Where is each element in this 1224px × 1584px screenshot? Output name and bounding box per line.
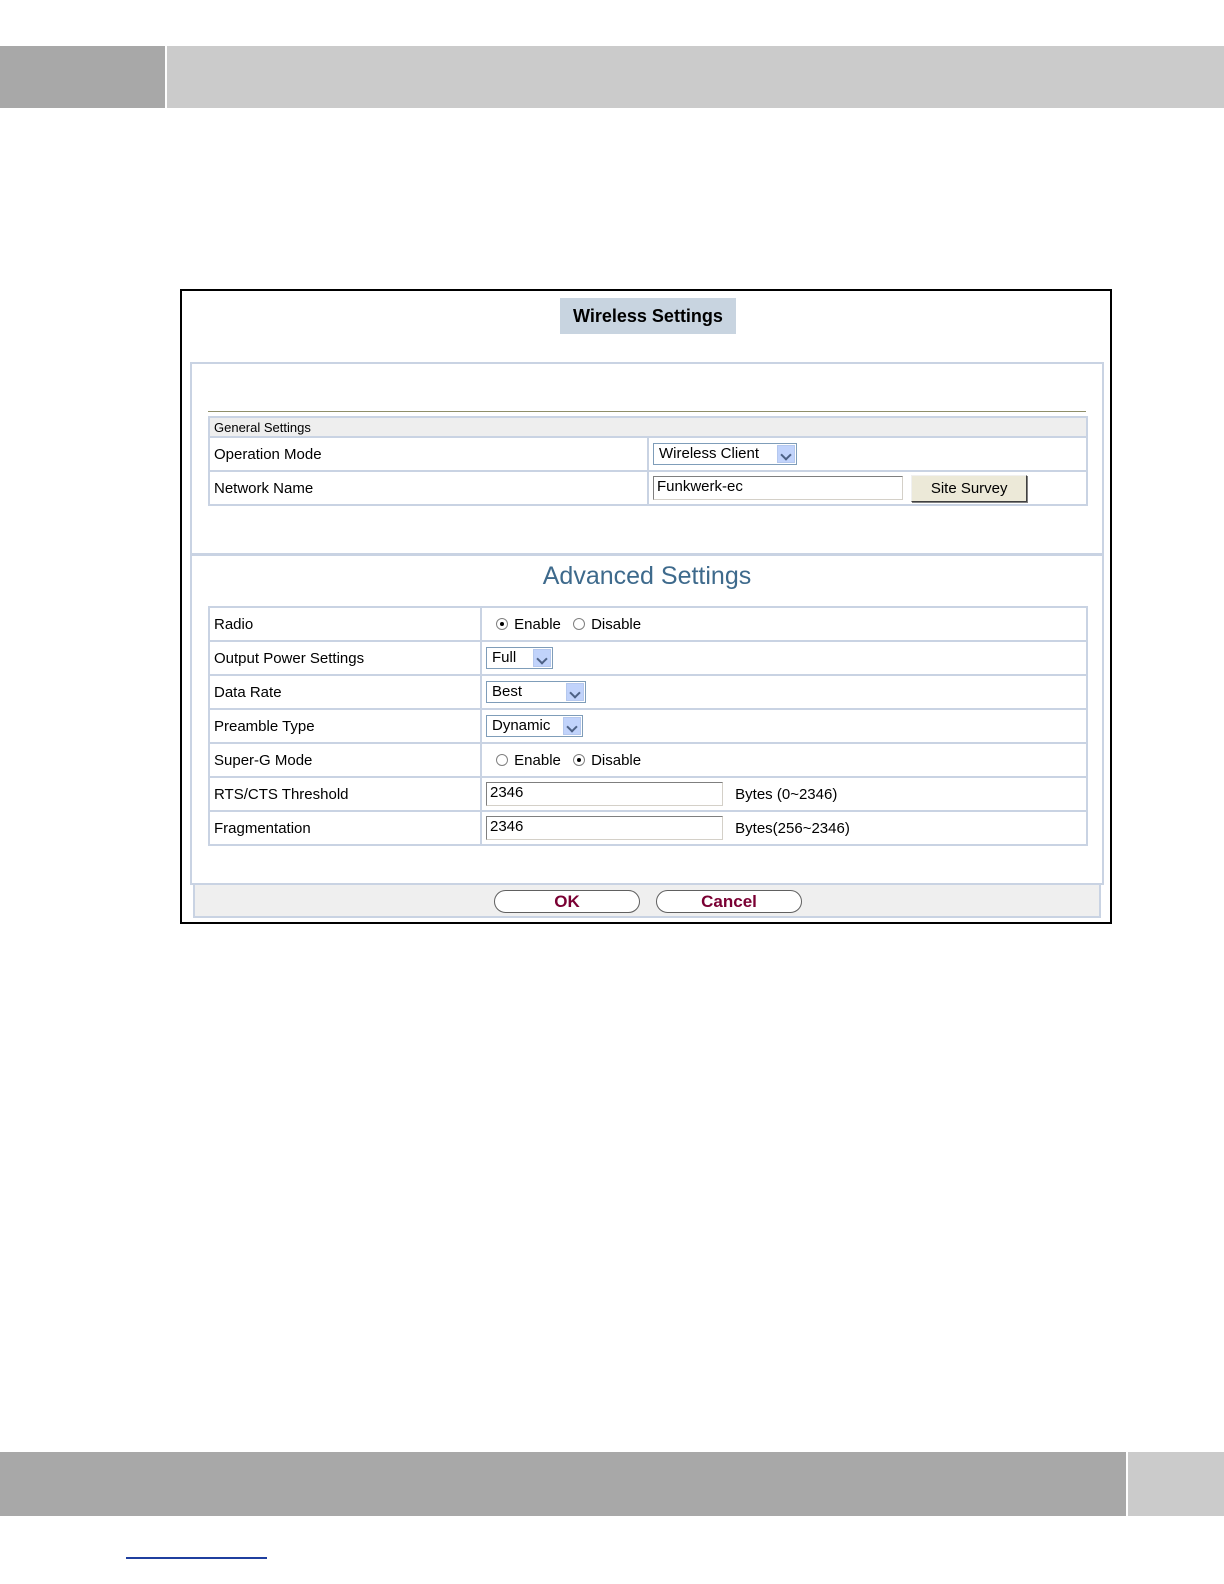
- super-g-disable-option[interactable]: [573, 754, 585, 766]
- advanced-settings-table: [208, 606, 1088, 846]
- table-row: [209, 471, 1087, 505]
- output-power-select[interactable]: [486, 647, 553, 669]
- output-power-cell: [481, 641, 1087, 675]
- operation-mode-cell: [648, 437, 1087, 471]
- network-name-input[interactable]: Funkwerk-ec: [653, 476, 903, 500]
- divider: [208, 411, 1086, 412]
- network-name-cell: [648, 471, 1087, 505]
- rts-cts-threshold-label: RTS/CTS Threshold: [209, 777, 481, 811]
- table-row: [209, 709, 1087, 743]
- ok-button[interactable]: OK: [494, 890, 640, 913]
- table-row: [209, 641, 1087, 675]
- general-settings-table: [208, 416, 1088, 506]
- super-g-mode-cell: [481, 743, 1087, 777]
- chevron-down-icon[interactable]: [777, 445, 795, 463]
- fragmentation-label: Fragmentation: [209, 811, 481, 845]
- window-title: Wireless Settings: [560, 298, 736, 334]
- site-survey-button[interactable]: Site Survey: [911, 475, 1027, 502]
- cancel-button[interactable]: Cancel: [656, 890, 802, 913]
- operation-mode-label: Operation Mode: [209, 437, 648, 471]
- network-name-label: Network Name: [209, 471, 648, 505]
- operation-mode-select[interactable]: [653, 443, 797, 465]
- fragmentation-input[interactable]: 2346: [486, 816, 723, 840]
- settings-panel: [190, 362, 1104, 885]
- operation-mode-value: Wireless Client: [659, 445, 760, 462]
- general-settings-heading: General Settings: [209, 417, 1087, 437]
- page-footer-right: [1128, 1452, 1224, 1516]
- radio-enable-label: Enable: [514, 615, 561, 633]
- output-power-label: Output Power Settings: [209, 641, 481, 675]
- fragmentation-unit: Bytes(256~2346): [735, 819, 850, 837]
- fragmentation-cell: [481, 811, 1087, 845]
- wireless-settings-window: [180, 289, 1112, 924]
- table-row: [209, 675, 1087, 709]
- output-power-value: Full: [492, 649, 517, 666]
- radio-cell: [481, 607, 1087, 641]
- preamble-type-value: Dynamic: [492, 717, 551, 734]
- radio-disable-label: Disable: [591, 615, 642, 633]
- super-g-disable-label: Disable: [591, 751, 642, 769]
- radio-enable-option[interactable]: [496, 618, 508, 630]
- data-rate-value: Best: [492, 683, 523, 700]
- radio-label: Radio: [209, 607, 481, 641]
- super-g-enable-option[interactable]: [496, 754, 508, 766]
- table-row: [209, 777, 1087, 811]
- data-rate-select[interactable]: [486, 681, 586, 703]
- section-divider: [192, 553, 1102, 556]
- chevron-down-icon[interactable]: [563, 717, 581, 735]
- rts-cts-threshold-cell: [481, 777, 1087, 811]
- radio-disable-option[interactable]: [573, 618, 585, 630]
- advanced-settings-title: Advanced Settings: [542, 562, 752, 590]
- table-row: [209, 743, 1087, 777]
- rts-cts-threshold-unit: Bytes (0~2346): [735, 785, 838, 803]
- footer-link-underline: [126, 1557, 267, 1559]
- page-header-left: [0, 46, 165, 108]
- table-row: [209, 811, 1087, 845]
- data-rate-cell: [481, 675, 1087, 709]
- preamble-type-cell: [481, 709, 1087, 743]
- page-footer-left: [0, 1452, 1126, 1516]
- preamble-type-select[interactable]: [486, 715, 583, 737]
- super-g-enable-label: Enable: [514, 751, 561, 769]
- chevron-down-icon[interactable]: [533, 649, 551, 667]
- preamble-type-label: Preamble Type: [209, 709, 481, 743]
- page-header-right: [167, 46, 1224, 108]
- table-row: [209, 607, 1087, 641]
- rts-cts-threshold-input[interactable]: 2346: [486, 782, 723, 806]
- data-rate-label: Data Rate: [209, 675, 481, 709]
- action-bar: [193, 883, 1101, 918]
- chevron-down-icon[interactable]: [566, 683, 584, 701]
- table-row: [209, 437, 1087, 471]
- super-g-mode-label: Super-G Mode: [209, 743, 481, 777]
